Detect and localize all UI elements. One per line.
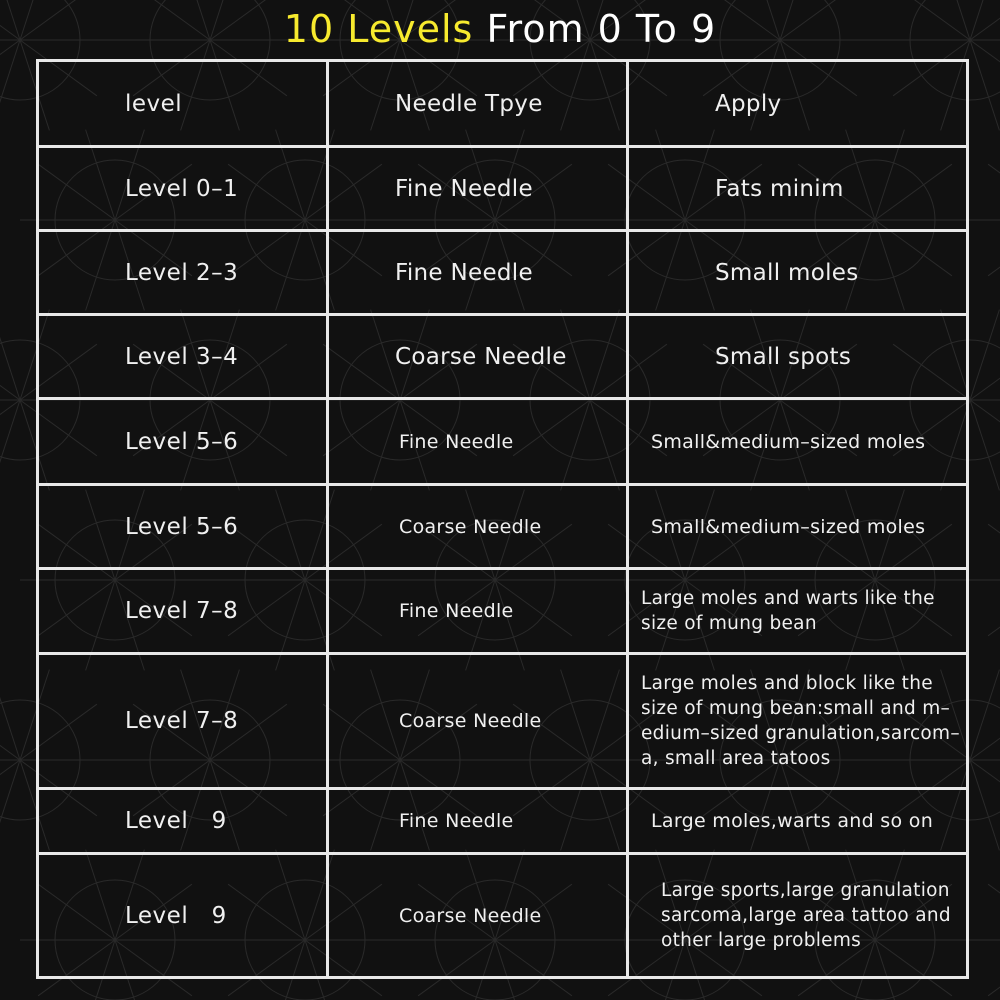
apply-line: size of mung bean:small and m– xyxy=(641,698,951,719)
table-row xyxy=(38,485,968,569)
table-row xyxy=(38,399,968,485)
level-cell: Level 7–8 xyxy=(38,654,328,789)
level-cell: Level 5–6 xyxy=(38,485,328,569)
needle-cell: Fine Needle xyxy=(328,147,628,231)
apply-line: sarcoma,large area tattoo and xyxy=(661,905,951,926)
apply-cell: Small spots xyxy=(628,315,968,399)
needle-cell: Coarse Needle xyxy=(328,854,628,978)
apply-line: size of mung bean xyxy=(641,613,817,634)
table-row xyxy=(38,789,968,854)
needle-cell: Coarse Needle xyxy=(328,654,628,789)
title-rest: From 0 To 9 xyxy=(486,7,717,51)
table-row xyxy=(38,147,968,231)
needle-cell: Fine Needle xyxy=(328,231,628,315)
header-row xyxy=(38,61,968,147)
apply-cell xyxy=(628,854,968,978)
level-cell: Level 9 xyxy=(38,789,328,854)
needle-cell: Fine Needle xyxy=(328,569,628,654)
needle-cell: Coarse Needle xyxy=(328,315,628,399)
table-row xyxy=(38,854,968,978)
table-row xyxy=(38,231,968,315)
table-row xyxy=(38,654,968,789)
level-cell: Level 5–6 xyxy=(38,399,328,485)
header-apply: Apply xyxy=(628,61,968,147)
level-cell: Level 2–3 xyxy=(38,231,328,315)
levels-table xyxy=(36,59,969,979)
needle-cell: Fine Needle xyxy=(328,399,628,485)
header-level: level xyxy=(38,61,328,147)
apply-line: a, small area tatoos xyxy=(641,748,831,769)
apply-line: Large moles and warts like the xyxy=(641,588,935,609)
apply-cell: Fats minim xyxy=(628,147,968,231)
needle-cell: Fine Needle xyxy=(328,789,628,854)
apply-cell: Small&medium–sized moles xyxy=(628,399,968,485)
apply-cell: Small&medium–sized moles xyxy=(628,485,968,569)
apply-cell: Small moles xyxy=(628,231,968,315)
level-cell: Level 0–1 xyxy=(38,147,328,231)
apply-cell xyxy=(628,654,968,789)
apply-line: other large problems xyxy=(661,930,862,951)
apply-line: edium–sized granulation,sarcom– xyxy=(641,723,960,744)
level-cell: Level 7–8 xyxy=(38,569,328,654)
needle-cell: Coarse Needle xyxy=(328,485,628,569)
apply-cell: Large moles,warts and so on xyxy=(628,789,968,854)
header-needle-type: Needle Tpye xyxy=(328,61,628,147)
apply-line: Large sports,large granulation xyxy=(661,880,950,901)
level-cell: Level 3–4 xyxy=(38,315,328,399)
apply-line: Large moles and block like the xyxy=(641,673,933,694)
title-highlight: 10 Levels xyxy=(283,7,474,51)
apply-cell xyxy=(628,569,968,654)
page-title xyxy=(0,4,1000,54)
level-cell: Level 9 xyxy=(38,854,328,978)
table-row xyxy=(38,315,968,399)
table-row xyxy=(38,569,968,654)
